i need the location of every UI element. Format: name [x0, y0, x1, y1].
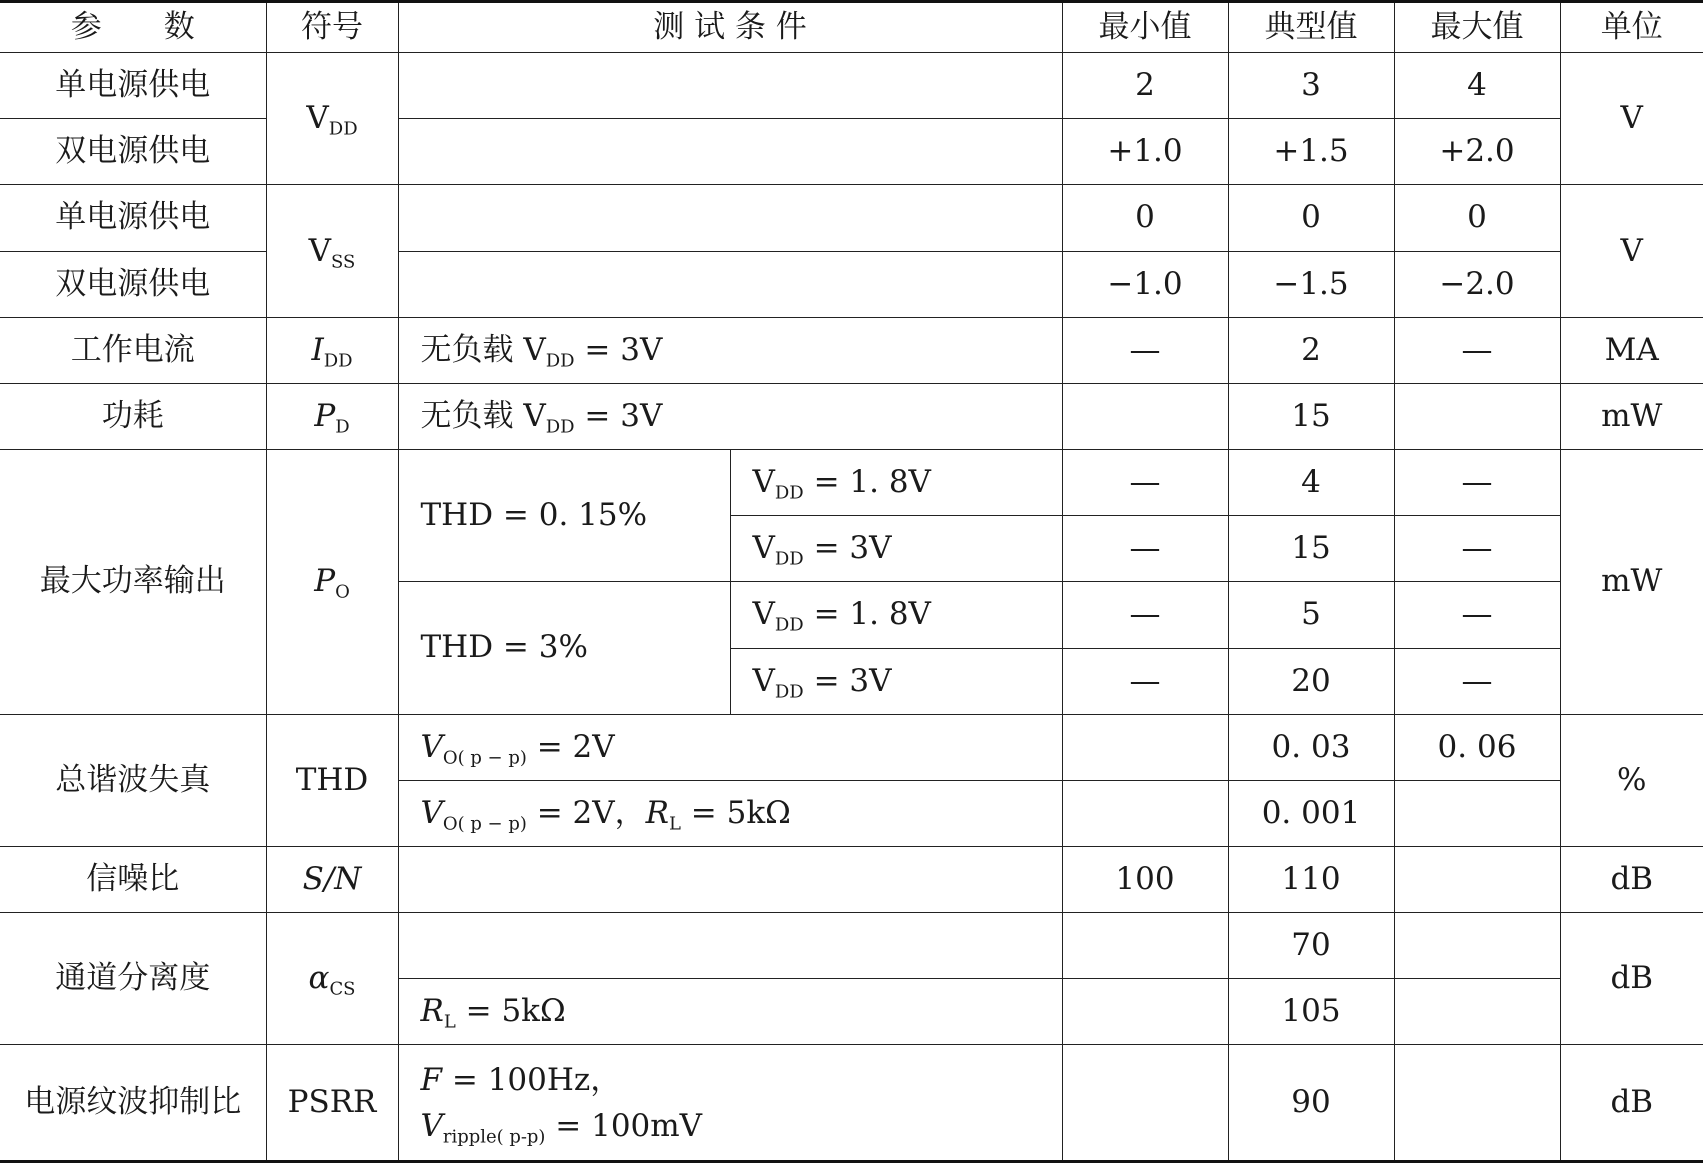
condition-cell: 无负载 $V_{DD} = 3V$: [398, 317, 1062, 383]
max-cell: —: [1394, 450, 1560, 516]
max-cell: —: [1394, 516, 1560, 582]
min-cell: [1062, 714, 1228, 780]
header-symbol: 符号: [266, 2, 398, 53]
condition-cell: [398, 847, 1062, 913]
unit-cell: dB: [1560, 847, 1703, 913]
table-row: [0, 714, 1703, 780]
symbol-cell: $\alpha_{CS}$: [266, 913, 398, 1045]
max-cell: [1394, 847, 1560, 913]
header-min: 最小值: [1062, 2, 1228, 53]
unit-cell: V: [1560, 185, 1703, 317]
unit-cell: mW: [1560, 450, 1703, 715]
param-cell: 电源纹波抑制比: [0, 1045, 266, 1162]
max-cell: −2.0: [1394, 251, 1560, 317]
unit-cell: MA: [1560, 317, 1703, 383]
min-cell: —: [1062, 450, 1228, 516]
min-cell: —: [1062, 648, 1228, 714]
symbol-cell: S/N: [266, 847, 398, 913]
symbol-cell: $P_D$: [266, 383, 398, 449]
condition-cell: [398, 119, 1062, 185]
typ-cell: 3: [1228, 53, 1394, 119]
max-cell: —: [1394, 582, 1560, 648]
condition-cell: [398, 251, 1062, 317]
condition-line: $V_{ripple( p-p)} = 100mV$: [420, 1107, 703, 1148]
table-row: [0, 251, 1703, 317]
max-cell: 0: [1394, 185, 1560, 251]
vdd-condition-cell: $V_{DD} = 1$. 8V: [730, 450, 1062, 516]
thd-condition-cell: THD = 3%: [398, 582, 730, 714]
unit-cell: V: [1560, 53, 1703, 185]
min-cell: −1.0: [1062, 251, 1228, 317]
symbol-cell: THD: [266, 714, 398, 846]
min-cell: [1062, 1045, 1228, 1162]
vdd-condition-cell: $V_{DD} = 1$. 8V: [730, 582, 1062, 648]
param-cell: 单电源供电: [0, 185, 266, 251]
typ-cell: −1.5: [1228, 251, 1394, 317]
min-cell: [1062, 979, 1228, 1045]
header-unit: 单位: [1560, 2, 1703, 53]
max-cell: 4: [1394, 53, 1560, 119]
typ-cell: 5: [1228, 582, 1394, 648]
table-row: [0, 53, 1703, 119]
typ-cell: 70: [1228, 913, 1394, 979]
table-row: [0, 450, 1703, 516]
unit-cell: mW: [1560, 383, 1703, 449]
table-row: [0, 1045, 1703, 1162]
symbol-cell: $V_{DD}$: [266, 53, 398, 185]
header-max: 最大值: [1394, 2, 1560, 53]
table-row: [0, 383, 1703, 449]
max-cell: [1394, 979, 1560, 1045]
symbol-cell: $V_{SS}$: [266, 185, 398, 317]
min-cell: [1062, 383, 1228, 449]
unit-cell: dB: [1560, 1045, 1703, 1162]
param-cell: 通道分离度: [0, 913, 266, 1045]
typ-cell: 110: [1228, 847, 1394, 913]
max-cell: +2.0: [1394, 119, 1560, 185]
min-cell: —: [1062, 516, 1228, 582]
param-cell: 最大功率输出: [0, 450, 266, 715]
table-row: [0, 185, 1703, 251]
header-condition: 测 试 条 件: [398, 2, 1062, 53]
symbol-cell: $I_{DD}$: [266, 317, 398, 383]
typ-cell: 2: [1228, 317, 1394, 383]
typ-cell: 20: [1228, 648, 1394, 714]
condition-cell: 无负载 $V_{DD} = 3V$: [398, 383, 1062, 449]
table-row: [0, 119, 1703, 185]
header-param: 参 数: [0, 2, 266, 53]
condition-cell: $R_L = 5k\Omega$: [398, 979, 1062, 1045]
min-cell: +1.0: [1062, 119, 1228, 185]
table-row: [0, 913, 1703, 979]
min-cell: —: [1062, 582, 1228, 648]
thd-condition-cell: THD = 0. 15%: [398, 450, 730, 582]
unit-cell: dB: [1560, 913, 1703, 1045]
symbol-cell: $P_O$: [266, 450, 398, 715]
condition-cell: [398, 53, 1062, 119]
unit-cell: %: [1560, 714, 1703, 846]
condition-line: F = 100Hz，: [420, 1061, 622, 1098]
min-cell: 100: [1062, 847, 1228, 913]
condition-cell: $V_{O( p - p)} = 2V$: [398, 714, 1062, 780]
param-cell: 信噪比: [0, 847, 266, 913]
min-cell: 0: [1062, 185, 1228, 251]
header-typ: 典型值: [1228, 2, 1394, 53]
param-cell: 总谐波失真: [0, 714, 266, 846]
typ-cell: 0. 03: [1228, 714, 1394, 780]
min-cell: [1062, 913, 1228, 979]
typ-cell: +1.5: [1228, 119, 1394, 185]
min-cell: —: [1062, 317, 1228, 383]
min-cell: 2: [1062, 53, 1228, 119]
max-cell: [1394, 1045, 1560, 1162]
max-cell: [1394, 913, 1560, 979]
table-row: [0, 317, 1703, 383]
typ-cell: 4: [1228, 450, 1394, 516]
param-cell: 双电源供电: [0, 251, 266, 317]
param-cell: 工作电流: [0, 317, 266, 383]
condition-cell: [398, 185, 1062, 251]
condition-cell: $V_{O( p - p)} = 2V$，$R_L = 5k\Omega$: [398, 780, 1062, 846]
condition-cell: [398, 1045, 1062, 1162]
typ-cell: 90: [1228, 1045, 1394, 1162]
typ-cell: 0: [1228, 185, 1394, 251]
max-cell: 0. 06: [1394, 714, 1560, 780]
condition-cell: [398, 913, 1062, 979]
header-row: [0, 2, 1703, 53]
vdd-condition-cell: $V_{DD} = 3V$: [730, 648, 1062, 714]
max-cell: —: [1394, 648, 1560, 714]
max-cell: [1394, 383, 1560, 449]
table-row: [0, 847, 1703, 913]
max-cell: —: [1394, 317, 1560, 383]
param-cell: 功耗: [0, 383, 266, 449]
typ-cell: 15: [1228, 516, 1394, 582]
min-cell: [1062, 780, 1228, 846]
symbol-cell: PSRR: [266, 1045, 398, 1162]
param-cell: 单电源供电: [0, 53, 266, 119]
typ-cell: 0. 001: [1228, 780, 1394, 846]
param-cell: 双电源供电: [0, 119, 266, 185]
vdd-condition-cell: $V_{DD} = 3V$: [730, 516, 1062, 582]
typ-cell: 105: [1228, 979, 1394, 1045]
max-cell: [1394, 780, 1560, 846]
typ-cell: 15: [1228, 383, 1394, 449]
